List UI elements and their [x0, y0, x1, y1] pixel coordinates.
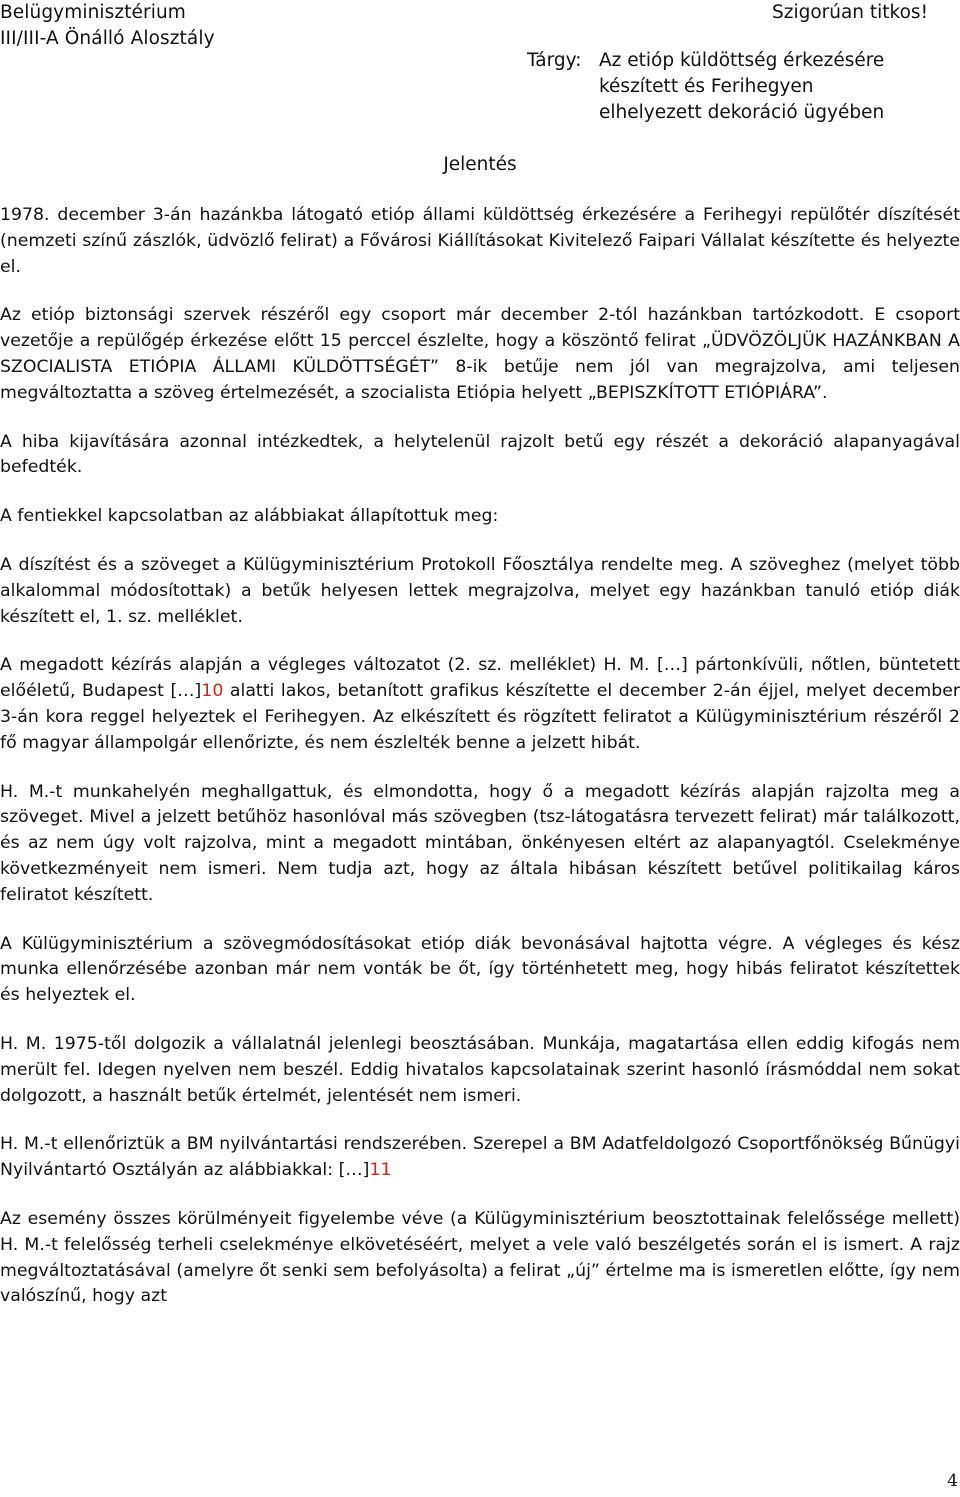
subject-line-2: készített és Ferihegyen	[599, 76, 814, 97]
paragraph-3: A hiba kijavítására azonnal intézkedtek, a helytelenül rajzolt betű egy részét a dekoráció alapanyagával befedték.	[0, 431, 960, 478]
paragraph-9: H. M. 1975-től dolgozik a vállalatnál jelenlegi beosztásában. Munkája, magatartása ellen eddig kifogás nem merült fel. Idegen nyelven nem beszél. Eddig hivatalos kapcsolatainak szerint hasonló írásmóddal nem sokat dolgozott, a használt betűk értelmét, jelentését nem ismeri.	[0, 1033, 960, 1106]
paragraph-6-part-2: alatti lakos, betanított grafikus készítette el december 2-án éjjel, melyet december 3-án kora reggel helyeztek el Ferihegyen. Az elkészített és rögzített feliratot a Külügyminisztérium részéről 2 fő magyar állampolgár ellenőrizte, és nem észlelték benne a jelzett hibát.	[0, 681, 960, 753]
footnote-ref-10[interactable]: 10	[201, 681, 224, 702]
subject-label: Tárgy:	[527, 50, 582, 71]
report-body	[0, 203, 960, 1310]
subject-block	[527, 48, 957, 126]
classification-marking: Szigorúan titkos!	[771, 2, 928, 23]
ministry-name: Belügyminisztérium	[0, 2, 186, 23]
paragraph-10	[0, 1132, 960, 1184]
subject-line-1: Az etióp küldöttség érkezésére	[599, 50, 885, 71]
paragraph-8: A Külügyminisztérium a szövegmódosításokat etióp diák bevonásával hajtotta végre. A végleges és kész munka ellenőrzésébe azonban már nem vonták be őt, így történhetett meg, hogy hibás feliratot készítettek és helyeztek el.	[0, 933, 960, 1006]
page-number: 4	[947, 1471, 958, 1491]
paragraph-1: 1978. december 3-án hazánkba látogató etióp állami küldöttség érkezésére a Ferihegyi repülőtér díszítését (nemzeti színű zászlók, üdvözlő felirat) a Fővárosi Kiállításokat Kivitelező Faipari Vállalat készítette és helyezte el.	[0, 205, 960, 277]
paragraph-7: H. M.-t munkahelyén meghallgattuk, és elmondotta, hogy ő a megadott kézírás alapján rajzolta meg a szöveget. Mivel a jelzett betűhöz hasonlóval más szövegben (tsz-látogatásra tervezett felirat) már találkozott, és az nem úgy volt rajzolva, mint a megadott mintában, önkényesen eltért az alapanyagtól. Cselekménye következményeit nem ismeri. Nem tudja azt, hogy az általa hibásan készített betűvel politikailag káros feliratot készített.	[0, 781, 960, 905]
paragraph-6	[0, 653, 960, 756]
document-header-left	[0, 0, 215, 52]
document-title: Jelentés	[443, 154, 517, 175]
department-name: III/III-A Önálló Alosztály	[0, 28, 215, 49]
paragraph-11: Az esemény összes körülményeit figyelembe véve (a Külügyminisztérium beosztottainak felelőssége mellett) H. M.-t felelősség terheli cselekménye elkövetéséért, melyet a vele való beszélgetés során el is ismert. A rajz megváltoztatásával (amelyre őt senki sem befolyásolta) a felirat „új” értelme ma is ismeretlen előtte, így nem valószínű, hogy azt	[0, 1208, 960, 1307]
footnote-ref-11[interactable]: 11	[369, 1160, 392, 1181]
paragraph-6-part-1: A megadott kézírás alapján a végleges változatot (2. sz. melléklet) H. M. […] pártonkívüli, nőtlen, büntetett előéletű, Budapest […]	[0, 655, 960, 702]
paragraph-2: Az etióp biztonsági szervek részéről egy csoport már december 2-tól hazánkban tartózkodott. E csoport vezetője a repülőgép érkezése előtt 15 perccel észlelte, hogy a köszöntő felirat „ÜDVÖZÖLJÜK HAZÁNKBAN A SZOCIALISTA ETIÓPIA ÁLLAMI KÜLDÖTTSÉGÉT” 8-ik betűje nem jól van megrajzolva, ami teljesen megváltoztatta a szöveg értelmezését, a szocialista Etiópia helyett „BEPISZKÍTOTT ETIÓPIÁRA”.	[0, 305, 960, 403]
subject-line-3: elhelyezett dekoráció ügyében	[599, 102, 885, 123]
paragraph-10-part-1: H. M.-t ellenőriztük a BM nyilvántartási rendszerében. Szerepel a BM Adatfeldolgozó Csoportfőnökség Bűnügyi Nyilvántartó Osztályán az alábbiakkal: […]	[0, 1134, 960, 1181]
paragraph-4: A fentiekkel kapcsolatban az alábbiakat állapítottuk meg:	[0, 506, 499, 527]
paragraph-5: A díszítést és a szöveget a Külügyminisztérium Protokoll Főosztálya rendelte meg. A szöveghez (melyet több alkalommal módosítottak) a betűk helyesen lettek megrajzolva, melyet egy hazánkban tanuló etióp diák készített el, 1. sz. melléklet.	[0, 554, 960, 627]
